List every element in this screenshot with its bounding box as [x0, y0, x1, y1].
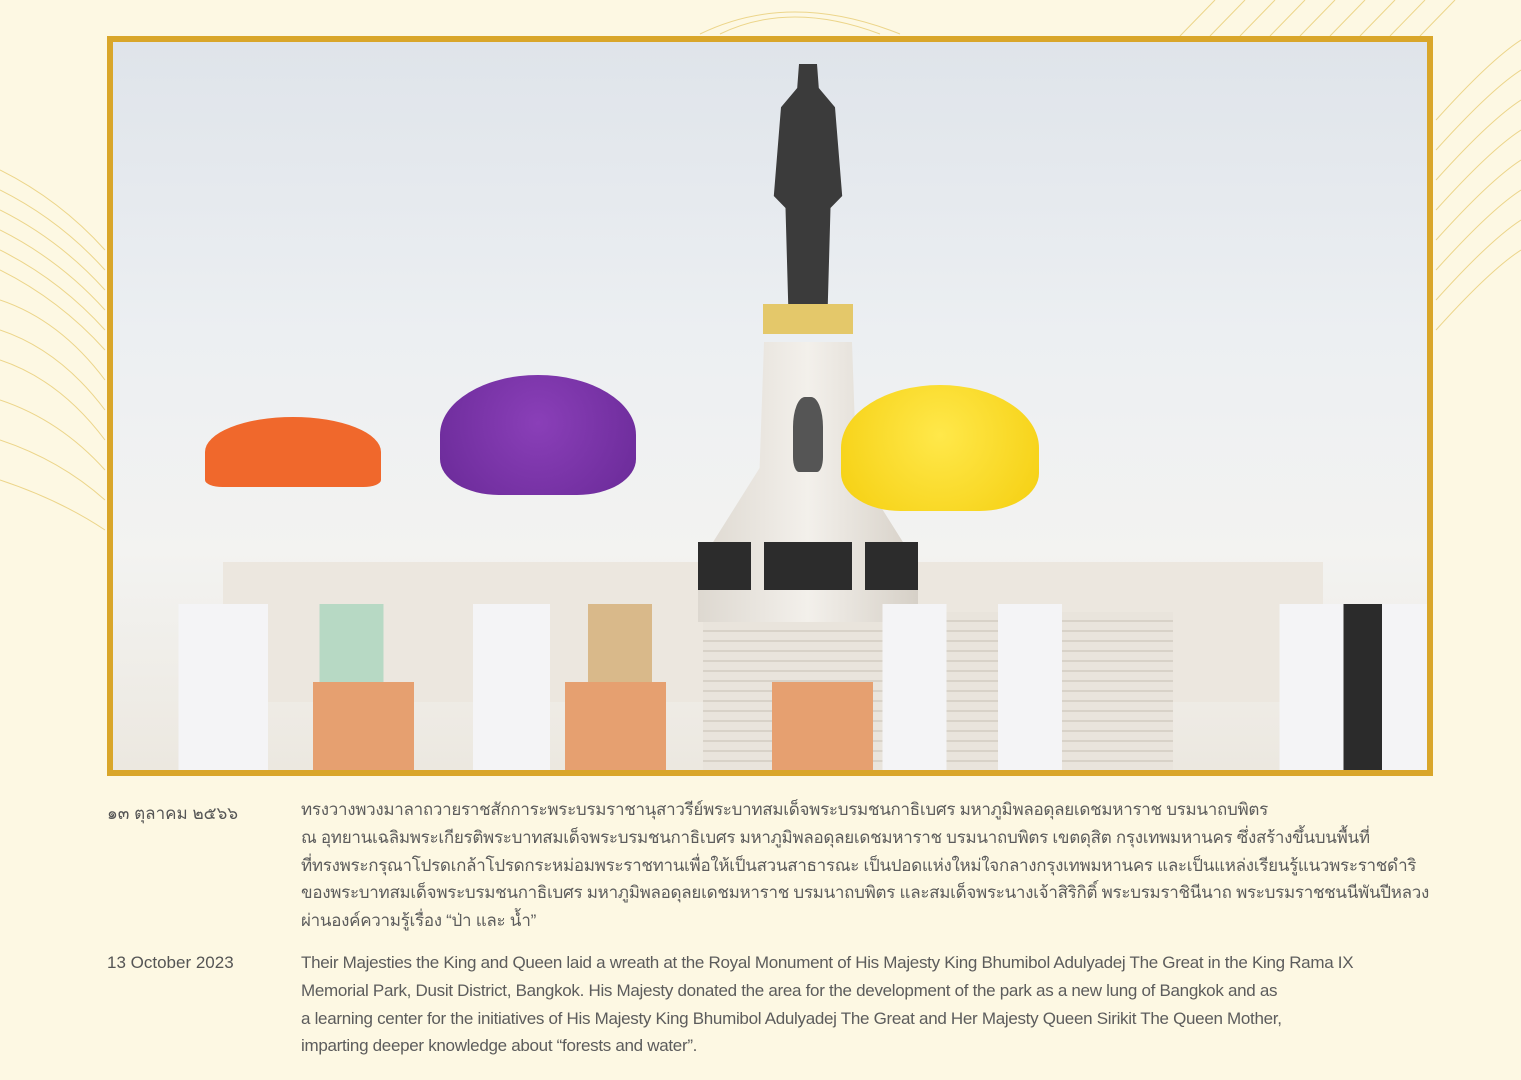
thai-caption-line: ณ อุทยานเฉลิมพระเกียรติพระบาทสมเด็จพระบรมชนกาธิเบศร มหาภูมิพลอดุลยเดชมหาราช บรมนาถบพิตร เขตดุสิต กรุงเทพมหานคร ซึ่งสร้างขึ้นบนพื้นที่: [301, 827, 1370, 847]
english-caption: [301, 949, 1421, 1060]
english-caption-line: a learning center for the initiatives of His Majesty King Bhumibol Adulyadej The Great and Her Majesty Queen Sirikit The Queen Mother,: [301, 1008, 1282, 1028]
english-date: 13 October 2023: [107, 953, 234, 972]
emblem: [793, 397, 823, 472]
thai-caption-line: ที่ทรงพระกรุณาโปรดเกล้าโปรดกระหม่อมพระราชทานเพื่อให้เป็นสวนสาธารณะ เป็นปอดแห่งใหม่ใจกลางกรุงเทพมหานคร และเป็นแหล่งเรียนรู้แนวพระราชดำริ: [301, 855, 1417, 875]
ceremonial-tables: [313, 682, 873, 770]
english-caption-line: Memorial Park, Dusit District, Bangkok. His Majesty donated the area for the development of the park as a new lung of Bangkok and as: [301, 980, 1278, 1000]
plaques: [698, 542, 918, 590]
yellow-umbrella: [841, 385, 1039, 511]
thai-caption-line: ของพระบาทสมเด็จพระบรมชนกาธิเบศร มหาภูมิพลอดุลยเดชมหาราช บรมนาถบพิตร และสมเด็จพระนางเจ้าสิริกิติ์ พระบรมราชินีนาถ พระบรมราชชนนีพันปีหลวง: [301, 883, 1430, 903]
thai-caption: [301, 796, 1430, 935]
ceremony-photo: [113, 42, 1427, 770]
statue: [763, 64, 853, 304]
english-caption-line: Their Majesties the King and Queen laid a wreath at the Royal Monument of His Majesty King Bhumibol Adulyadej The Great in the King Rama IX: [301, 953, 1354, 972]
pedestal-gold-band: [763, 304, 853, 334]
thai-date: ๑๓ ตุลาคม ๒๕๖๖: [107, 804, 239, 823]
photo-frame: [107, 36, 1433, 776]
thai-caption-line: ทรงวางพวงมาลาถวายราชสักการะพระบรมราชานุสาวรีย์พระบาทสมเด็จพระบรมชนกาธิเบศร มหาภูมิพลอดุลยเดชมหาราช บรมนาถบพิตร: [301, 800, 1268, 819]
english-caption-line: imparting deeper knowledge about “forests and water”.: [301, 1036, 698, 1056]
thai-caption-line: ผ่านองค์ความรู้เรื่อง “ป่า และ น้ำ”: [301, 911, 536, 931]
orange-umbrella: [205, 417, 381, 487]
purple-umbrella: [440, 375, 636, 495]
